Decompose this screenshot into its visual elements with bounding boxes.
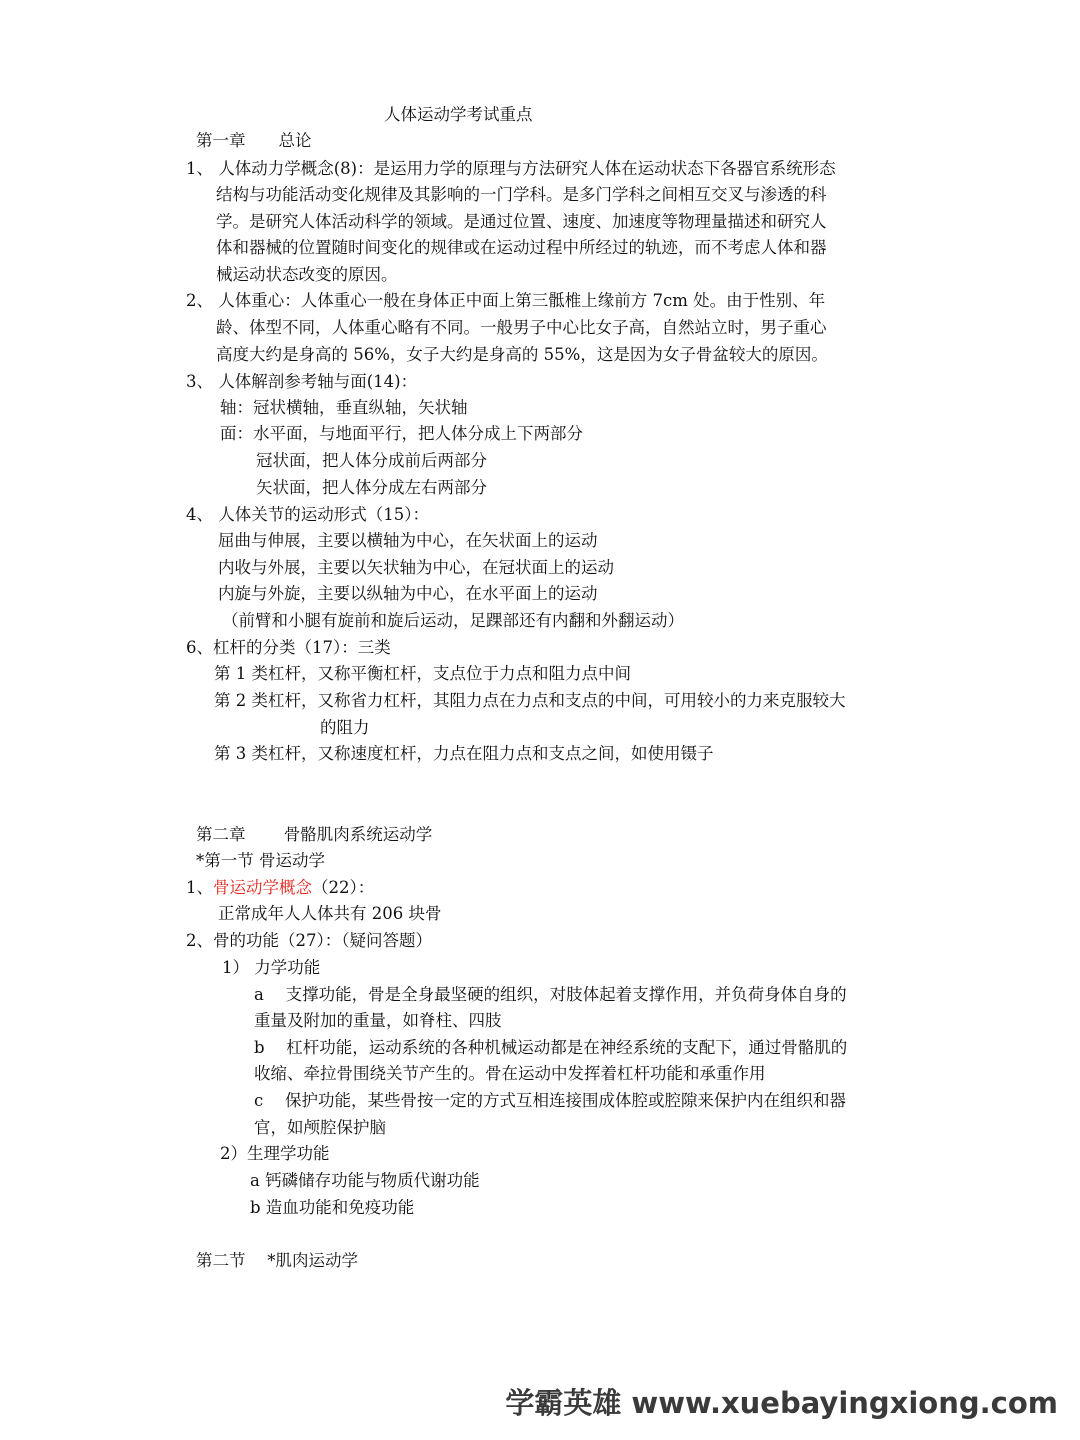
ch1-item4-note: （前臂和小腿有旋前和旋后运动，足踝部还有内翻和外翻运动） xyxy=(222,611,684,630)
page-title: 人体运动学考试重点 xyxy=(384,105,533,124)
ch2-item1-body: 正常成年人人体共有 206 块骨 xyxy=(218,904,442,923)
watermark: 学霸英雄 www.xuebayingxiong.com xyxy=(505,1386,1058,1420)
ch2-item1-highlight: 骨运动学概念 xyxy=(213,878,312,897)
ch1-item4-rotation: 内旋与外旋，主要以纵轴为中心，在水平面上的运动 xyxy=(218,584,598,603)
ch1-item6-lever3: 第 3 类杠杆，又称速度杠杆，力点在阻力点和支点之间，如使用镊子 xyxy=(214,744,714,763)
chapter-1-heading: 第一章 总论 xyxy=(196,131,312,150)
ch2-item1-number: 1、 xyxy=(186,878,213,897)
ch1-item6-lever1: 第 1 类杠杆，又称平衡杠杆，支点位于力点和阻力点中间 xyxy=(214,664,631,683)
ch2-lever-line1: b 杠杆功能，运动系统的各种机械运动都是在神经系统的支配下，通过骨骼肌的 xyxy=(254,1038,848,1057)
ch2-protect-line1: c 保护功能，某些骨按一定的方式互相连接围成体腔或腔隙来保护内在组织和器 xyxy=(254,1091,846,1110)
ch1-item1-line1: 1、 人体动力学概念(8)：是运用力学的原理与方法研究人体在运动状态下各器官系统形态 xyxy=(186,159,836,178)
ch1-item6-lever2: 第 2 类杠杆，又称省力杠杆，其阻力点在力点和支点的中间，可用较小的力来克服较大 xyxy=(214,691,846,710)
ch2-calcium-function: a 钙磷储存功能与物质代谢功能 xyxy=(250,1171,480,1190)
ch1-item1-line4: 体和器械的位置随时间变化的规律或在运动过程中所经过的轨迹，而不考虑人体和器 xyxy=(216,238,827,257)
ch1-item4-adduction: 内收与外展，主要以矢状轴为中心，在冠状面上的运动 xyxy=(218,558,614,577)
ch2-blood-function: b 造血功能和免疫功能 xyxy=(250,1198,415,1217)
ch2-section-1: *第一节 骨运动学 xyxy=(196,851,325,870)
ch2-support-line2: 重量及附加的重量，如脊柱、四肢 xyxy=(254,1011,502,1030)
ch1-item3-planes: 面：水平面，与地面平行，把人体分成上下两部分 xyxy=(220,424,583,443)
ch1-item2-line3: 高度大约是身高的 56%，女子大约是身高的 55%，这是因为女子骨盆较大的原因。 xyxy=(216,345,828,364)
ch1-item3-axes: 轴：冠状横轴，垂直纵轴，矢状轴 xyxy=(220,398,468,417)
ch1-item2-line1: 2、 人体重心：人体重心一般在身体正中面上第三骶椎上缘前方 7cm 处。由于性别、年 xyxy=(186,291,826,310)
ch1-item4-flexion: 屈曲与伸展，主要以横轴为中心，在矢状面上的运动 xyxy=(218,531,598,550)
ch2-protect-line2: 官，如颅腔保护脑 xyxy=(254,1118,386,1137)
ch1-item3-title: 3、 人体解剖参考轴与面(14)： xyxy=(186,372,418,391)
ch2-item1-suffix: （22）： xyxy=(312,878,375,897)
ch2-lever-line2: 收缩、牵拉骨围绕关节产生的。骨在运动中发挥着杠杆功能和承重作用 xyxy=(254,1064,766,1083)
ch1-item2-line2: 龄、体型不同，人体重心略有不同。一般男子中心比女子高，自然站立时，男子重心 xyxy=(216,318,827,337)
ch1-item4-title: 4、 人体关节的运动形式（15）： xyxy=(186,505,429,524)
ch2-section-2: 第二节 *肌肉运动学 xyxy=(196,1251,358,1270)
ch1-item6-lever2-cont: 的阻力 xyxy=(320,718,370,737)
ch1-item3-sagittal: 矢状面，把人体分成左右两部分 xyxy=(256,478,487,497)
ch1-item6-title: 6、杠杆的分类（17）：三类 xyxy=(186,638,391,657)
ch1-item1-line5: 械运动状态改变的原因。 xyxy=(216,265,398,284)
chapter-2-heading: 第二章 骨骼肌肉系统运动学 xyxy=(196,825,433,844)
ch2-support-line1: a 支撑功能，骨是全身最坚硬的组织，对肢体起着支撑作用，并负荷身体自身的 xyxy=(254,985,847,1004)
ch1-item1-line3: 学。是研究人体活动科学的领域。是通过位置、速度、加速度等物理量描述和研究人 xyxy=(216,212,827,231)
ch2-item2-title: 2、骨的功能（27）：（疑问答题） xyxy=(186,931,432,950)
ch2-item1 xyxy=(186,877,374,899)
ch2-mechanical-functions: 1） 力学功能 xyxy=(222,958,321,977)
ch2-physiological-functions: 2）生理学功能 xyxy=(220,1144,330,1163)
ch1-item1-line2: 结构与功能活动变化规律及其影响的一门学科。是多门学科之间相互交叉与渗透的科 xyxy=(216,185,827,204)
ch1-item3-coronal: 冠状面，把人体分成前后两部分 xyxy=(256,451,487,470)
